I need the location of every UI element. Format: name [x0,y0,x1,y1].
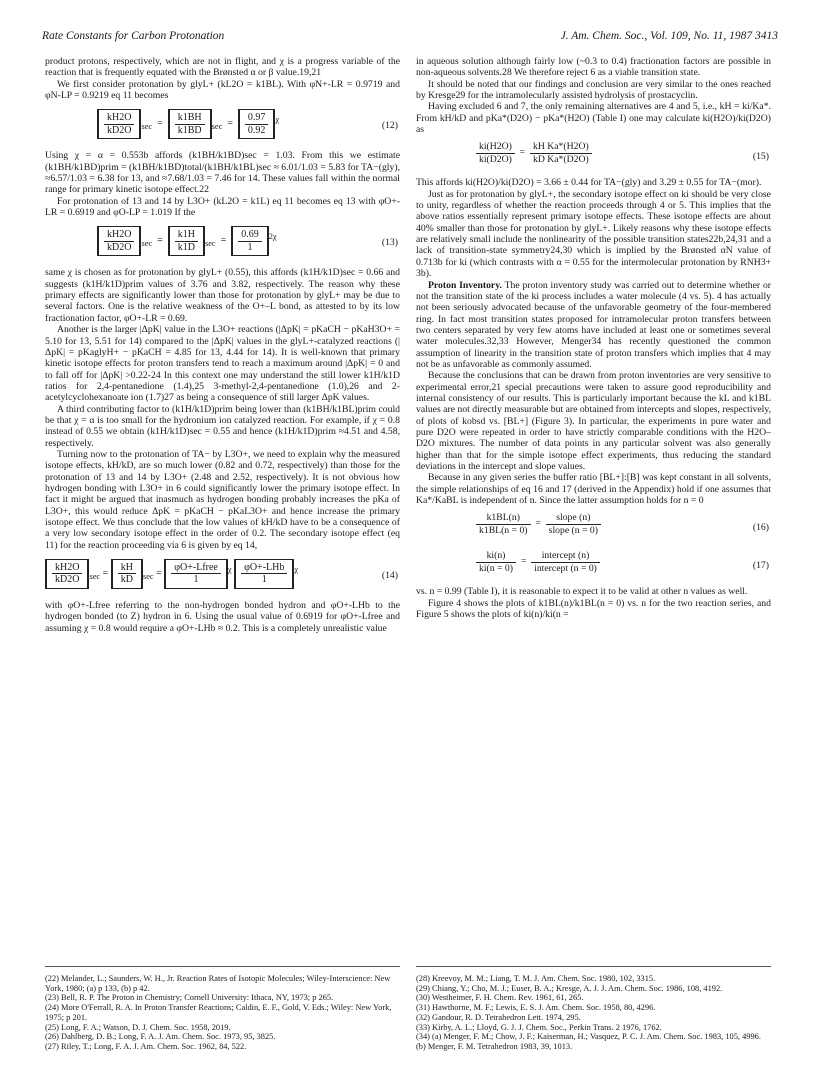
paragraph: A third contributing factor to (k1H/k1D)prim being lower than (k1BH/k1BL)prim could be that χ = α is too small for the hydronium ion catalyzed reaction. For example, if χ = 0.8 instead of 0.55 we obtain (k1H/k1D)sec = 0.55 and hence (k1H/k1D)prim ≈4.51 and 4.58, respectively. [45,403,400,449]
eq12-number: (12) [381,120,398,132]
eq13-exp: 2χ [268,232,277,242]
eq13-rhs-den: 1 [247,241,253,253]
footnote: (23) Bell, R. P. The Proton in Chemistry; Cornell University: Ithaca, NY, 1973; p 265. [45,993,334,1003]
eq13-sec: sec [141,239,153,249]
paragraph-text: The proton inventory study was carried out to determine whether or not the transition state of the ki process includes a water molecule (4 vs. 5). 4 has actually not been seriously advocated because of the unfavorable geometry of the four-membered ring. In fact most transition states proposed for intramolecular proton transfers between two centers separated by very few atoms have included at least one or sometimes several water molecules.32,33 However, Menger34 has recently questioned the common assumption of linearity in the transition state of proton transfers which implies that 4 may not be as unfavorable as commonly assumed. [416,279,772,370]
footnote: (22) Melander, L.; Saunders, W. H., Jr. Reaction Rates of Isotopic Molecules; Wiley-Interscience: New York, 1980; (a) p 133, (b) p 42. [45,974,391,993]
eq15-lhs-den: ki(D2O) [479,153,512,165]
eq14-mid-den: kD [120,574,133,586]
equation-15: $\frac{ki(H2O)}{ki(D2O)}$ = $\frac{\text{kH Ka*(H2O)}}{\text{kD Ka*(D2O)}}$ (15) [416,139,771,173]
footnote: (28) Kreevoy, M. M.; Liang, T. M. J. Am. Chem. Soc. 1980, 102, 3315. [416,974,656,983]
eq14-mid-num: kH [118,562,136,574]
paragraph: vs. n = 0.99 (Table I), it is reasonable to expect it to be valid at other n values as well. [416,586,748,598]
footnote: (24) More O'Ferrall, R. A. In Proton Transfer Reactions; Caldin, E. F., Gold, V. Eds.; Wiley: New York, 1975; p 201. [45,1003,392,1022]
eq15-lhs-num: ki(H2O) [476,141,515,153]
eq15-number: (15) [752,151,769,163]
section-heading: Proton Inventory. [428,279,502,291]
eq13-rhs-num: 0.69 [238,229,262,241]
eq14-f2-num: φO+-LHb [241,562,287,574]
eq14-f1-num: φO+-Lfree [171,562,221,574]
paragraph: in aqueous solution although fairly low (~0.3 to 0.4) fractionation factors are possible in non-aqueous solvents.28 We therefore reject 6 as a viable transition state. [416,56,771,79]
paragraph: It should be noted that our findings and conclusion are very similar to the ones reached by Kresge29 for the intramolecularly assisted hydrolysis of prostacyclin. [416,78,771,102]
right-column [416,56,771,620]
footnote: (33) Kirby, A. L.; Lloyd, G. J. J. Chem. Soc., Perkin Trans. 2 1976, 1762. [416,1022,662,1032]
paragraph: Having excluded 6 and 7, the only remaining alternatives are 4 and 5, i.e., kH = ki/Ka*. From kH/kD and pKa*(D2O) − pKa*(H2O) (Table I) one may calculate ki(H2O)/ki(D2O) as [416,101,771,136]
eq17-lhs-num: ki(n) [476,550,516,562]
eq16-rhs-den: slope (n = 0) [548,524,598,536]
eq12-lhs-num: kH2O [104,112,134,124]
eq15-rhs-den: kD Ka*(D2O) [532,153,589,165]
eq13-lhs-den: kD2O [107,241,132,253]
footnote: (34) (a) Menger, F. M.; Chow, J. F.; Kaiserman, H.; Vasquez, P. C. J. Am. Chem. Soc. 1983, 105, 4996. (b) Menger, F. M. Tetrahedron 1983, 39, 1013. [416,1032,761,1051]
eq16-number: (16) [752,522,769,534]
paragraph: This affords ki(H2O)/ki(D2O) = 3.66 ± 0.44 for TA−(gly) and 3.29 ± 0.55 for TA−(mor). [416,177,762,189]
eq12-exp: χ [275,115,280,125]
eq14-number: (14) [381,570,398,582]
paragraph: with φO+-Lfree referring to the non-hydrogen bonded hydron and φO+-LHb to the hydrogen bonded (to Z) hydron in 6. Using the usual value of 0.6919 for φO+-Lfree and assuming χ = 0.8 would require a φO+-LHb ≈ 0.2. This is a completely unrealistic value [45,600,400,634]
footnote: (31) Hawthorne, M. F.; Lewis, E. S. J. Am. Chem. Soc. 1958, 80, 4296. [416,1003,656,1013]
running-header [42,30,778,46]
equation-16: $\frac{k1BL(n)}{k1BL(n = 0)}$ = $\frac{\text{slope (n)}}{\text{slope (n = 0)}}$ (16) [416,510,771,544]
eq14-f2-den: 1 [261,574,267,586]
paragraph: Turning now to the protonation of TA− by L3O+, we need to explain why the measured isotope effects, kH/kD, are so much lower (0.82 and 0.72, respectively) than those for the protonation of 13 and 14 by L3O+ (2.48 and 2.52, respectively). It is not obvious how hydrogen bonding with L3O+ in 6 could significantly lower the primary isotope effect. In fact it might be argued that inasmuch as hydrogen bonding probably increases the pKa of L3O+, this would reduce ΔpK = pKaCH − pKaL3O+ and hence increase the primary isotope effect. We thus conclude that the low values of kH/kD have to be a consequence of a very low secondary isotope effect in the order of 0.2. The secondary isotope effect (eq 11) for the reaction proceeding via 6 is given by eq 14, [45,448,400,551]
eq14-exp2: χ [294,564,299,574]
eq12-sec: sec [141,122,153,132]
paragraph: Another is the larger |ΔpK| value in the L3O+ reactions (|ΔpK| = pKaCH − pKaH3O+ = 5.10 for 13, 5.51 for 14) compared to the |ΔpK| values in the glyL+-catalyzed reactions (|ΔpK| = pKaglyH+ − pKaCH = 4.85 for 13, 4.44 for 14). It is well-known that primary kinetic isotope effects for proton transfers tend to reach a maximum around |ΔpK| = 0 and to fall off for |ΔpK| >0.22-24 In this context one may understand the still lower k1H/k1D ratios for 2,4-pentanedione (1.4),25 3-methyl-2,4-pentanedione (1.0),26 and 2-acetylcyclohexanoate ion (1.7)27 as being a consequence of still larger ΔpK values. [45,324,400,404]
footnote: (25) Long, F. A.; Watson, D. J. Chem. Soc. 1958, 2019. [45,1022,231,1032]
paragraph [416,280,771,371]
paragraph: same χ is chosen as for protonation by glyL+ (0.55), this affords (k1H/k1D)sec = 0.66 and suggests (k1H/k1D)prim values of 3.76 and 3.82, respectively. The reason why these primary effects are significantly lower than those for protonation by glyL+ may be due to several factors. One is the relative weakness of the O+–L bond, as attested to by its low fractionation factor, φO+-LR = 0.69. [45,267,400,324]
eq14-sec2: sec [142,572,154,582]
eq13-number: (13) [381,237,398,249]
eq12-sec2: sec [211,122,223,132]
paragraph: Figure 4 shows the plots of k1BL(n)/k1BL(n = 0) vs. n for the two reaction series, and Figure 5 shows the plots of ki(n)/ki(n = [416,597,771,621]
eq14-lhs-den: kD2O [55,574,80,586]
eq14-lhs-num: kH2O [52,562,82,574]
equation-14: $\frac{kH2O}{kD2O}$ $_{sec}$ = $\frac{kH}{kD}$ $_{sec}$ = $\frac{\text{φO+-Lfree}}{1}$ $^\chi$ $\frac{\text{φO+-LHb}}{1}$ $^\chi$ (14) [45,557,400,595]
footnotes-right [416,966,771,1052]
paragraph: We first consider protonation by glyL+ (kL2O = k1BL). With φN+-LR = 0.9719 and φN-LP = 0.9219 eq 11 becomes [45,78,400,102]
eq15-rhs-num: kH Ka*(H2O) [530,141,592,153]
left-column [45,56,400,634]
eq17-lhs-den: ki(n = 0) [479,562,513,574]
paragraph: For protonation of 13 and 14 by L3O+ (kL2O = k1L) eq 11 becomes eq 13 with φO+-LR = 0.6919 and φO-LP = 1.019 If the [45,195,400,219]
equation-12: $\frac{kH2O}{kD2O}$ $_{sec}$ = $\frac{k1BH}{k1BD}$ $_{sec}$ = $\frac{0.97}{0.92}$ $^\chi$ (12) [45,107,400,145]
paragraph: Because the conclusions that can be drawn from proton inventories are very sensitive to experimental error,21 special precautions were taken to assure good reproducibility and internal consistency of our results. This is particularly important because the kL and k1BL values are not directly measurable but are obtained from intercepts and slopes, respectively, of plots of kobsd vs. [BL+] (Figure 3). In particular, the experiments in pure water and pure D2O were repeated in order to have strictly comparable conditions with the H2O–D2O mixtures. The number of data points in any particular solvent was also generally higher than that for the simple isotope effect experiments, thus reducing the standard deviations in the intercept and slope values. [416,370,771,472]
eq13-sec2: sec [204,239,216,249]
header-title: Rate Constants for Carbon Protonation [42,30,225,42]
eq12-lhs-den: kD2O [107,124,132,136]
eq17-rhs-den: intercept (n = 0) [534,562,597,574]
footnote: (32) Gandour, R. D. Tetrahedron Lett. 1974, 295. [416,1012,581,1022]
eq14-sec: sec [89,572,101,582]
footnotes-left [45,966,400,1052]
eq17-number: (17) [752,560,769,572]
footnote: (26) Dahlberg, D. B.; Long, F. A. J. Am. Chem. Soc. 1973, 95, 3825. [45,1032,276,1042]
equation-17: $\frac{ki(n)}{ki(n = 0)}$ = $\frac{\text{intercept (n)}}{\text{intercept (n = 0)}}$ (17) [416,548,771,582]
paragraph: Just as for protonation by glyL+, the secondary isotope effect on ki should be very close to unity, regardless of whether the reaction proceeds through 4 or 5. This implies that the above ratios essentially represent primary isotope effects. These isotope effects are about 40% smaller than those for protonation by glyL+. Likely reasons why these isotope effects are relatively small include the nonlinearity of the possible transition states22b,24,31 and a lack of transition-state symmetry24,30 which is implied by the Brønsted αN value of 0.713b for ki (which contrasts with α = 0.55 for the intermolecular protonation by RNH3+ 3b). [416,188,771,280]
footnote: (27) Riley, T.; Long, F. A. J. Am. Chem. Soc. 1962, 84, 522. [45,1041,247,1051]
eq14-f1-den: 1 [193,574,199,586]
paragraph: Because in any given series the buffer ratio [BL+]:[B] was kept constant in all solvents, the simple relationships of eq 16 and 17 (derived in the Appendix) hold if one assumes that Ka*/KaBL is independent of n. Since the latter assumption holds for n = 0 [416,472,771,507]
eq13-lhs-num: kH2O [104,229,134,241]
footnote: (29) Chiang, Y.; Cho, M. J.; Euser, B. A.; Kresge, A. J. J. Am. Chem. Soc. 1986, 108, 4192. [416,983,723,993]
paragraph: Using χ = α = 0.553b affords (k1BH/k1BD)sec = 1.03. From this we estimate (k1BH/k1BD)prim = (k1BH/k1BD)total/(k1BH/k1BL)sec ≈ 6.01/1.03 = 5.83 for TA−(gly), ≈6.57/1.03 = 6.38 for 13, and ≈7.68/1.03 = 7.46 for 14. These values fall within the normal range for primary kinetic isotope effect.22 [45,150,400,196]
equation-13: $\frac{kH2O}{kD2O}$ $_{sec}$ = $\frac{k1H}{k1D}$ $_{sec}$ = $\frac{0.69}{1}$ $^{2\chi}$ (13) [45,224,400,262]
eq16-rhs-num: slope (n) [546,512,601,524]
eq17-rhs-num: intercept (n) [531,550,600,562]
eq13-mid-num: k1H [175,229,198,241]
eq16-lhs-num: k1BL(n) [476,512,531,524]
header-journal: J. Am. Chem. Soc., Vol. 109, No. 11, 1987 3413 [560,30,778,42]
eq12-mid-den: k1BD [177,124,202,136]
paragraph: product protons, respectively, which are not in flight, and χ is a progress variable of the reaction that is frequently equated with the Brønsted α or β value.19,21 [45,56,400,79]
eq12-rhs-den: 0.92 [247,124,266,136]
footnote: (30) Westheimer, F. H. Chem. Rev. 1961, 61, 265. [416,993,584,1003]
eq12-rhs-num: 0.97 [245,112,269,124]
eq13-mid-den: k1D [177,241,195,253]
eq12-mid-num: k1BH [175,112,205,124]
eq16-lhs-den: k1BL(n = 0) [479,524,528,536]
eq14-exp1: χ [227,564,232,574]
